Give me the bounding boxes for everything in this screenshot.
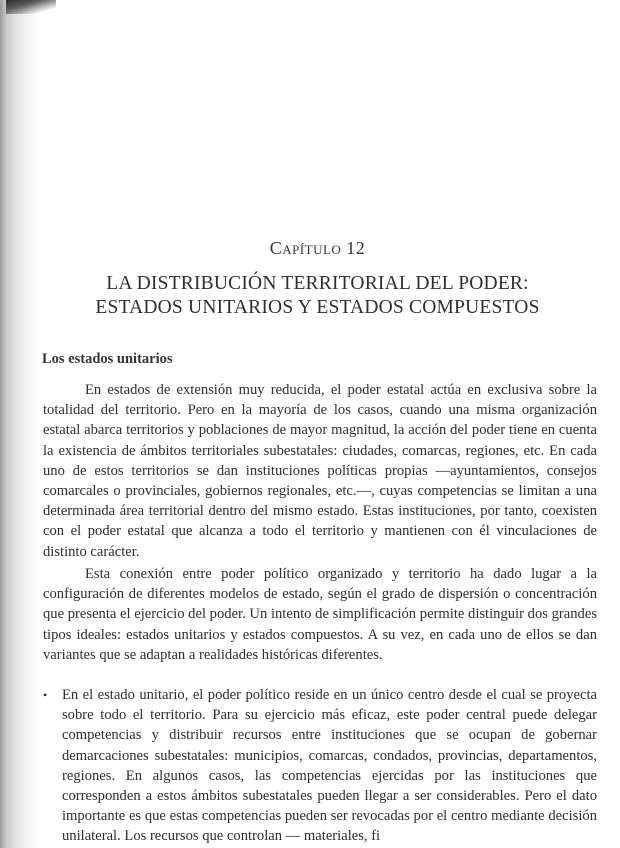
chapter-title-line-1: LA DISTRIBUCIÓN TERRITORIAL DEL PODER:	[106, 273, 529, 294]
chapter-label: Capítulo 12	[269, 238, 366, 258]
paragraph: Esta conexión entre poder político organizado y territorio ha dado lugar a la configuración de diferentes modelos de estado, según el grado de dispersión o concentración que presenta el ejercicio del poder. Un intento de simplificación permite distinguir dos grandes tipos ideales: estados unitarios y estados compuestos. A su vez, en cada uno de ellos se dan variantes que se adaptan a realidades históricas diferentes.	[43, 566, 597, 663]
chapter-title	[15, 272, 620, 320]
bullet-list-item	[43, 685, 597, 847]
chapter-title-line-2: ESTADOS UNITARIOS Y ESTADOS COMPUESTOS	[95, 297, 540, 318]
scan-corner-shadow	[6, 0, 56, 14]
scan-binding-shadow	[0, 0, 42, 848]
section-heading: Los estados unitarios	[42, 351, 173, 367]
paragraph: En estados de extensión muy reducida, el poder estatal actúa en exclusiva sobre la totalidad del territorio. Pero en la mayoría de los casos, cuando una misma organización estatal abarca territorios y poblaciones de mayor magnitud, la acción del poder tiene en cuenta la existencia de ámbitos territoriales subestatales: ciudades, comarcas, regiones, etc. En cada uno de estos territorios se dan instituciones políticas propias —ayuntamientos, consejos comarcales o provinciales, gobiernos regionales, etc.—, cuyas competencias se limitan a una determinada área territorial dentro del mismo estado. Estas instituciones, por tanto, coexisten con el poder estatal que alcanza a todo el territorio y mantienen con él vinculaciones de distinto carácter.	[43, 382, 597, 560]
bullet-text: En el estado unitario, el poder político reside en un único centro desde el cual se proyecta sobre todo el territorio. Para su ejercicio más eficaz, este poder central puede delegar competencias y distribuir recursos entre instituciones que se ocupan de gobernar demarcaciones subestatales: municipios, comarcas, condados, provincias, departamentos, regiones. En algunos casos, las competencias ejercidas por las instituciones que corresponden a estos ámbitos subestatales pueden llegar a ser considerables. Pero el dato importante es que estas competencias pueden ser revocadas por el centro mediante decisión unilateral. Los recursos que controlan — materiales, fi	[62, 687, 597, 845]
bullet-icon: •	[43, 688, 48, 702]
